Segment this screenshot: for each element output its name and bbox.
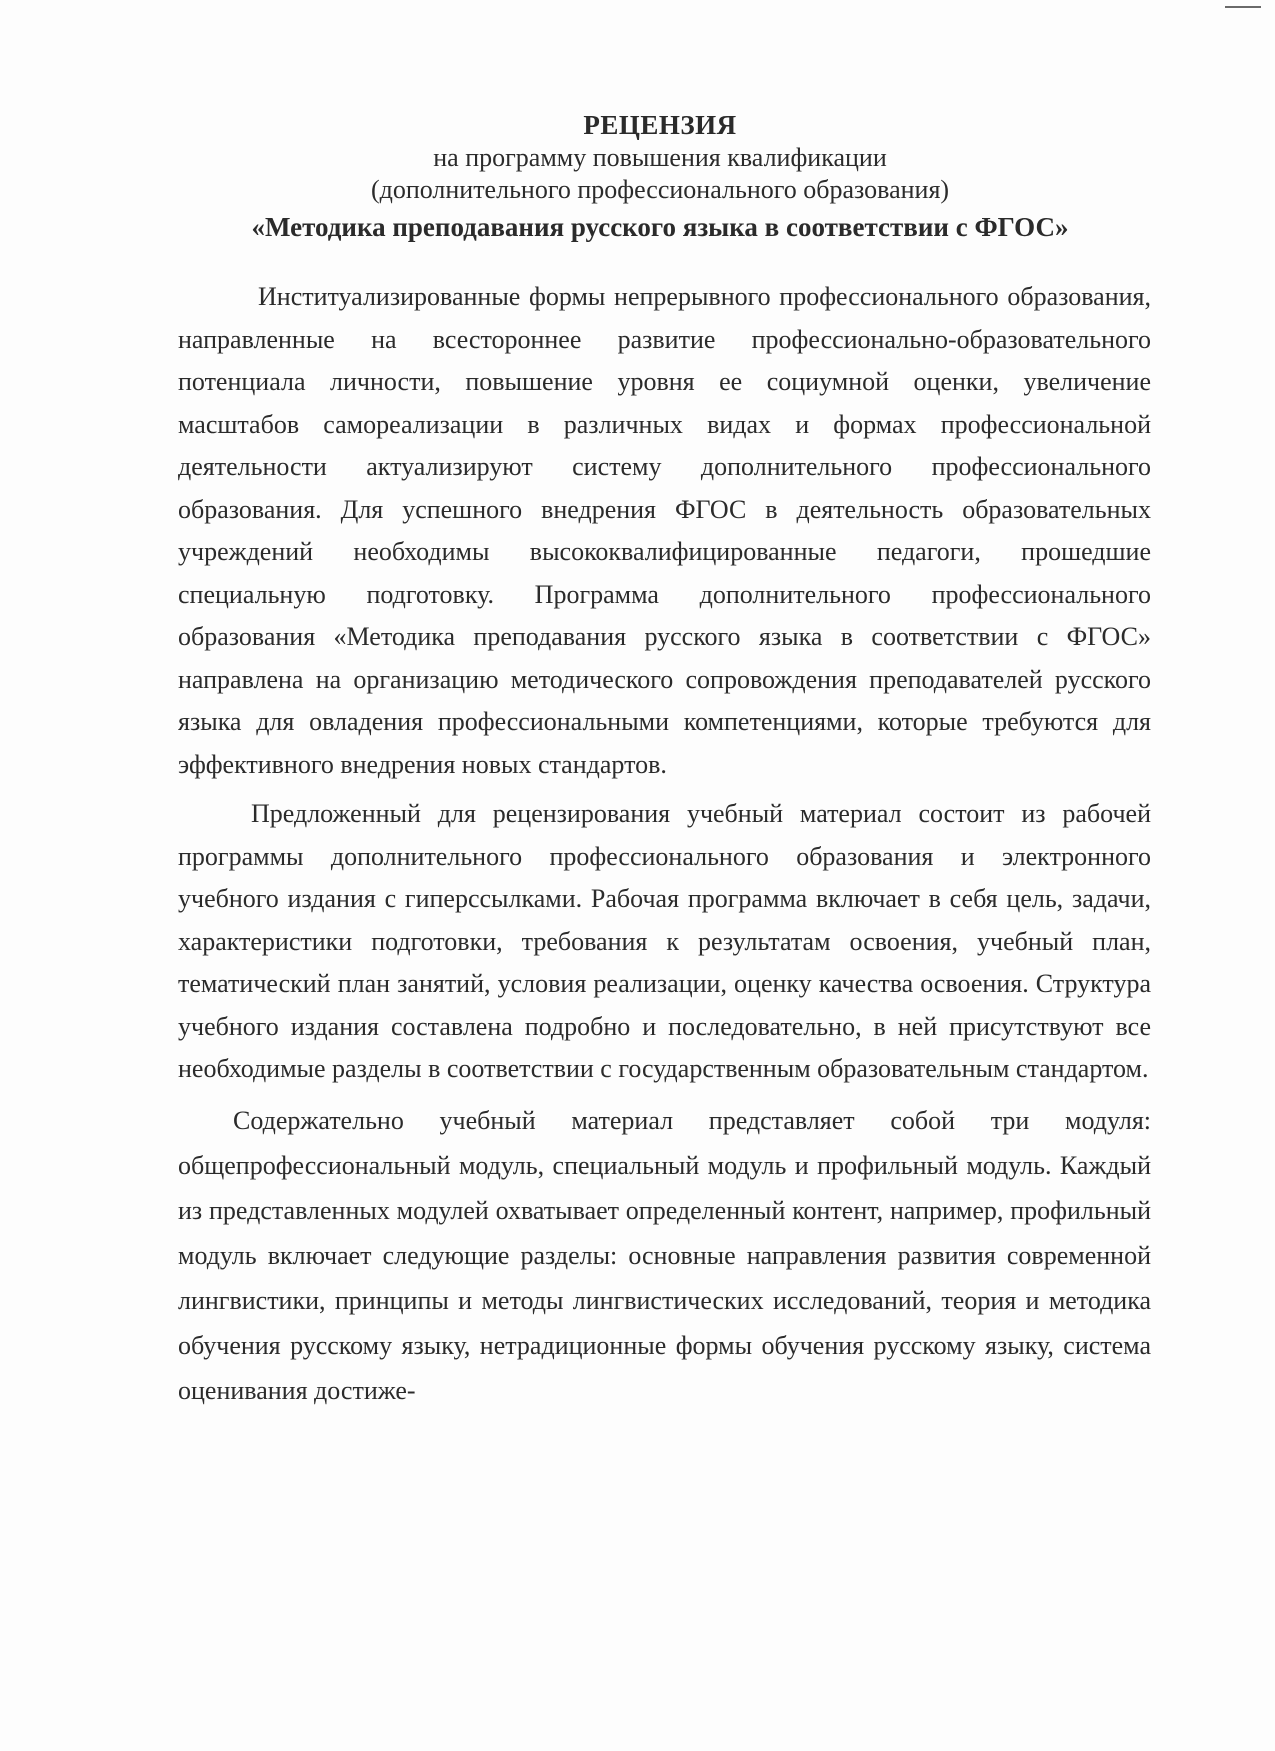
scan-edge-mark xyxy=(1225,6,1261,8)
document-title: РЕЦЕНЗИЯ xyxy=(583,110,737,140)
document-header xyxy=(180,108,1140,246)
paragraph-1: Институализированные формы непрерывного профессионального образования, направленные на всестороннее развитие профессионально-образовательного потенциала личности, повышение уровня ее социумной оценки, увеличение масштабов самореализации в различных видах и формах профессиональной деятельности актуализируют систему дополнительного профессионального образования. Для успешного внедрения ФГОС в деятельность образовательных учреждений необходимы высококвалифицированные педагоги, прошедшие специальную подготовку. Программа дополнительного профессионального образования «Методика преподавания русского языка в соответствии с ФГОС» направлена на организацию методического сопровождения преподавателей русского языка для овладения профессиональными компетенциями, которые требуются для эффективного внедрения новых стандартов. xyxy=(178,282,1151,779)
document-subtitle-line-2: (дополнительного профессионального образования) xyxy=(370,175,950,204)
paragraph-3: Содержательно учебный материал представляет собой три модуля: общепрофессиональный модуль, специальный модуль и профильный модуль. Каждый из представленных модулей охватывает определенный контент, например, профильный модуль включает следующие разделы: основные направления развития современной лингвистики, принципы и методы лингвистических исследований, теория и методика обучения русскому языку, нетрадиционные формы обучения русскому языку, система оценивания достиже- xyxy=(178,1105,1151,1405)
program-name: «Методика преподавания русского языка в соответствии с ФГОС» xyxy=(251,212,1069,242)
document-subtitle-line-1: на программу повышения квалификации xyxy=(433,143,887,172)
paragraph-2: Предложенный для рецензирования учебный материал состоит из рабочей программы дополнительного профессионального образования и электронного учебного издания с гиперссылками. Рабочая программа включает в себя цель, задачи, характеристики подготовки, требования к результатам освоения, учебный план, тематический план занятий, условия реализации, оценку качества освоения. Структура учебного издания составлена подробно и последовательно, в ней присутствуют все необходимые разделы в соответствии с государственным образовательным стандартом. xyxy=(178,799,1151,1083)
document-body xyxy=(178,276,1151,1413)
